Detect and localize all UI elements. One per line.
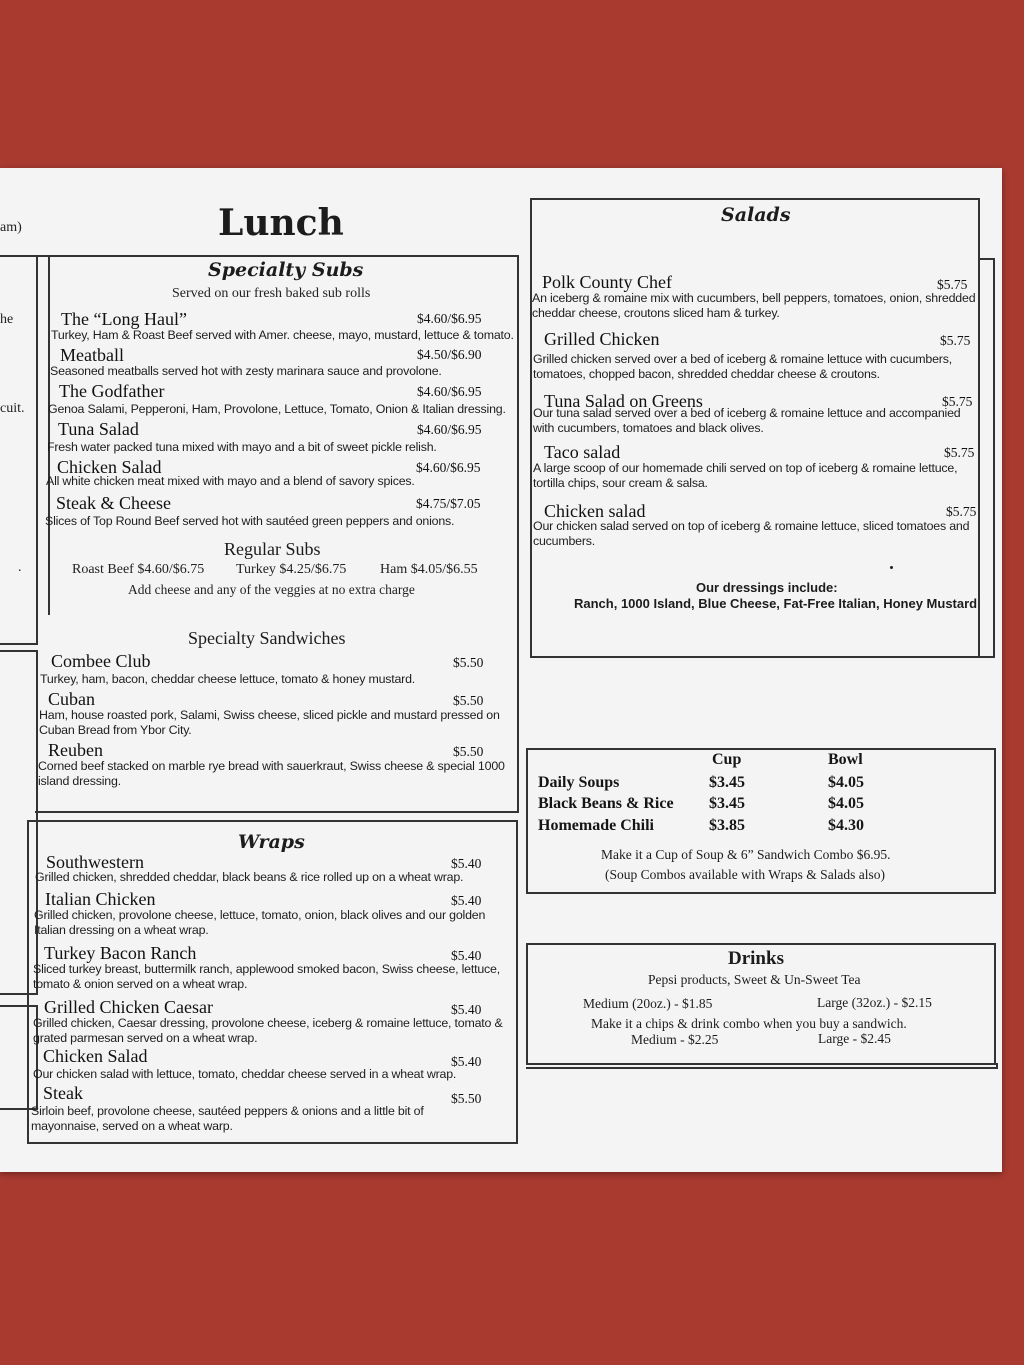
sub-item-price: $4.75/$7.05 <box>416 496 481 511</box>
sub-item-price: $4.60/$6.95 <box>417 311 482 326</box>
page-title: Lunch <box>218 202 344 244</box>
salad-item-name: Chicken salad <box>544 501 646 521</box>
sub-item-name: Steak & Cheese <box>56 493 171 513</box>
salads-box-outer-edge <box>978 258 995 658</box>
wrap-item-desc: Sirloin beef, provolone cheese, sautéed peppers & onions and a little bit of mayonnaise, served on a wheat warp. <box>31 1104 424 1133</box>
specialty-subs-inner-edge <box>48 255 50 615</box>
wrap-item-desc: Grilled chicken, provolone cheese, lettuce, tomato, onion, black olives and our golden Italian dressing on a wheat wrap. <box>34 908 486 937</box>
wrap-item-name: Chicken Salad <box>43 1046 148 1066</box>
sandwich-item-desc: Corned beef stacked on marble rye bread with sauerkraut, Swiss cheese & special 1000 island dressing. <box>38 759 505 788</box>
wrap-item-name: Steak <box>43 1083 83 1103</box>
soup-row-bowl: $4.30 <box>828 817 864 834</box>
salad-item-price: $5.75 <box>942 394 973 409</box>
wrap-item-price: $5.50 <box>451 1091 482 1106</box>
sub-item-desc: Fresh water packed tuna mixed with mayo and a bit of sweet pickle relish. <box>47 440 437 454</box>
sub-item-desc: Seasoned meatballs served hot with zesty marinara sauce and provolone. <box>50 364 442 378</box>
sub-item-name: Tuna Salad <box>58 419 139 439</box>
soup-row-bowl: $4.05 <box>828 795 864 812</box>
regular-sub-turkey: Turkey $4.25/$6.75 <box>236 562 347 577</box>
sandwich-item-name: Cuban <box>48 689 95 709</box>
sub-item-price: $4.60/$6.95 <box>416 460 481 475</box>
salad-item-desc: Our chicken salad served on top of iceberg & romaine lettuce, sliced tomatoes and cucumbers. <box>533 519 970 548</box>
wrap-item-name: Turkey Bacon Ranch <box>44 943 197 963</box>
salad-item-price: $5.75 <box>937 277 968 292</box>
salad-item-desc: A large scoop of our homemade chili served on top of iceberg & romaine lettuce, tortilla chips, sour cream & salsa. <box>533 461 958 490</box>
salad-item-desc: Grilled chicken served over a bed of iceberg & romaine lettuce with cucumbers, tomatoes, chopped bacon, shredded cheddar cheese & croutons. <box>533 352 952 381</box>
salad-item-name: Polk County Chef <box>542 272 673 292</box>
specialty-subs-title: Specialty Subs <box>208 259 364 281</box>
soup-row-cup: $3.85 <box>709 817 745 834</box>
left-edge-text-3: cuit. <box>0 401 25 416</box>
drinks-combo: Make it a chips & drink combo when you buy a sandwich. <box>591 1016 907 1031</box>
wrap-item-price: $5.40 <box>451 856 482 871</box>
sub-item-price: $4.50/$6.90 <box>417 347 482 362</box>
soup-combo-note: (Soup Combos available with Wraps & Salads also) <box>605 867 886 882</box>
drinks-title: Drinks <box>728 948 784 969</box>
salad-item-price: $5.75 <box>946 504 977 519</box>
drinks-box-bottom-edge <box>526 1063 998 1069</box>
sub-item-price: $4.60/$6.95 <box>417 422 482 437</box>
regular-subs-title: Regular Subs <box>224 539 321 559</box>
soup-row-cup: $3.45 <box>709 774 745 791</box>
wrap-item-desc: Grilled chicken, shredded cheddar, black beans & rice rolled up on a wheat wrap. <box>35 870 464 884</box>
sandwich-item-price: $5.50 <box>453 744 484 759</box>
sandwich-item-price: $5.50 <box>453 693 484 708</box>
salad-item-price: $5.75 <box>940 333 971 348</box>
regular-sub-roast-beef: Roast Beef $4.60/$6.75 <box>72 562 205 577</box>
soup-row-name: Black Beans & Rice <box>538 795 674 812</box>
left-edge-text-4: . <box>18 560 22 575</box>
wrap-item-name: Southwestern <box>46 852 144 872</box>
wrap-item-price: $5.40 <box>451 893 482 908</box>
soup-row-bowl: $4.05 <box>828 774 864 791</box>
salad-item-name: Tuna Salad on Greens <box>544 391 703 411</box>
sub-item-desc: Turkey, Ham & Roast Beef served with Amer. cheese, mayo, mustard, lettuce & tomato. <box>51 328 514 342</box>
specialty-sandwiches-title: Specialty Sandwiches <box>188 628 346 648</box>
salads-title: Salads <box>721 204 791 226</box>
salad-item-price: $5.75 <box>944 445 975 460</box>
sub-item-price: $4.60/$6.95 <box>417 384 482 399</box>
drinks-medium: Medium (20oz.) - $1.85 <box>583 996 713 1011</box>
wrap-item-desc: Our chicken salad with lettuce, tomato, cheddar cheese served in a wheat wrap. <box>33 1067 457 1081</box>
left-edge-text-1: am) <box>0 220 22 235</box>
soup-col-bowl: Bowl <box>828 751 863 768</box>
wrap-item-name: Italian Chicken <box>45 889 156 909</box>
soup-row-cup: $3.45 <box>709 795 745 812</box>
sub-item-desc: Genoa Salami, Pepperoni, Ham, Provolone, Lettuce, Tomato, Onion & Italian dressing. <box>48 402 506 416</box>
dressings-list: Ranch, 1000 Island, Blue Cheese, Fat-Free Italian, Honey Mustard <box>574 596 978 611</box>
salad-item-name: Taco salad <box>544 442 621 462</box>
wrap-item-desc: Sliced turkey breast, buttermilk ranch, applewood smoked bacon, Swiss cheese, lettuce, tomato & onion served on a wheat wrap. <box>33 962 500 991</box>
sub-item-desc: Slices of Top Round Beef served hot with sautéed green peppers and onions. <box>45 514 455 528</box>
soup-col-cup: Cup <box>712 751 742 768</box>
drinks-combo-large: Large - $2.45 <box>818 1031 891 1046</box>
sub-item-name: Chicken Salad <box>57 457 162 477</box>
drinks-large: Large (32oz.) - $2.15 <box>817 995 932 1010</box>
wraps-title: Wraps <box>238 831 305 853</box>
sub-item-name: The “Long Haul” <box>61 309 187 329</box>
salad-item-desc: Our tuna salad served over a bed of iceberg & romaine lettuce and accompanied with cucumbers, tomatoes and black olives. <box>533 406 961 435</box>
wrap-item-name: Grilled Chicken Caesar <box>44 997 213 1017</box>
specialty-subs-subtitle: Served on our fresh baked sub rolls <box>172 286 371 301</box>
sub-item-desc: All white chicken meat mixed with mayo and a blend of savory spices. <box>46 474 415 488</box>
regular-subs-note: Add cheese and any of the veggies at no extra charge <box>128 582 415 597</box>
sandwich-item-desc: Ham, house roasted pork, Salami, Swiss cheese, sliced pickle and mustard pressed on Cuban Bread from Ybor City. <box>39 708 500 737</box>
sandwich-item-desc: Turkey, ham, bacon, cheddar cheese lettuce, tomato & honey mustard. <box>40 672 416 686</box>
sandwich-item-name: Combee Club <box>51 651 151 671</box>
drinks-subtitle: Pepsi products, Sweet & Un-Sweet Tea <box>648 972 861 987</box>
stray-dot <box>890 566 893 569</box>
salad-item-name: Grilled Chicken <box>544 329 660 349</box>
salad-item-desc: An iceberg & romaine mix with cucumbers, bell peppers, tomatoes, onion, shredded cheddar cheese, croutons sliced ham & turkey. <box>532 291 976 320</box>
wrap-item-price: $5.40 <box>451 1002 482 1017</box>
left-edge-text-2: he <box>0 312 14 327</box>
soup-combo: Make it a Cup of Soup & 6” Sandwich Combo $6.95. <box>601 847 891 862</box>
wrap-item-desc: Grilled chicken, Caesar dressing, provolone cheese, iceberg & romaine lettuce, tomato & grated parmesan served on a wheat wrap. <box>33 1016 503 1045</box>
sandwich-item-price: $5.50 <box>453 655 484 670</box>
sandwich-item-name: Reuben <box>48 740 103 760</box>
sub-item-name: Meatball <box>60 345 124 365</box>
wrap-item-price: $5.40 <box>451 948 482 963</box>
drinks-combo-medium: Medium - $2.25 <box>631 1032 719 1047</box>
wrap-item-price: $5.40 <box>451 1054 482 1069</box>
soup-row-name: Daily Soups <box>538 774 620 791</box>
sub-item-name: The Godfather <box>59 381 165 401</box>
dressings-title: Our dressings include: <box>696 580 838 595</box>
soup-row-name: Homemade Chili <box>538 817 654 834</box>
regular-sub-ham: Ham $4.05/$6.55 <box>380 562 478 577</box>
